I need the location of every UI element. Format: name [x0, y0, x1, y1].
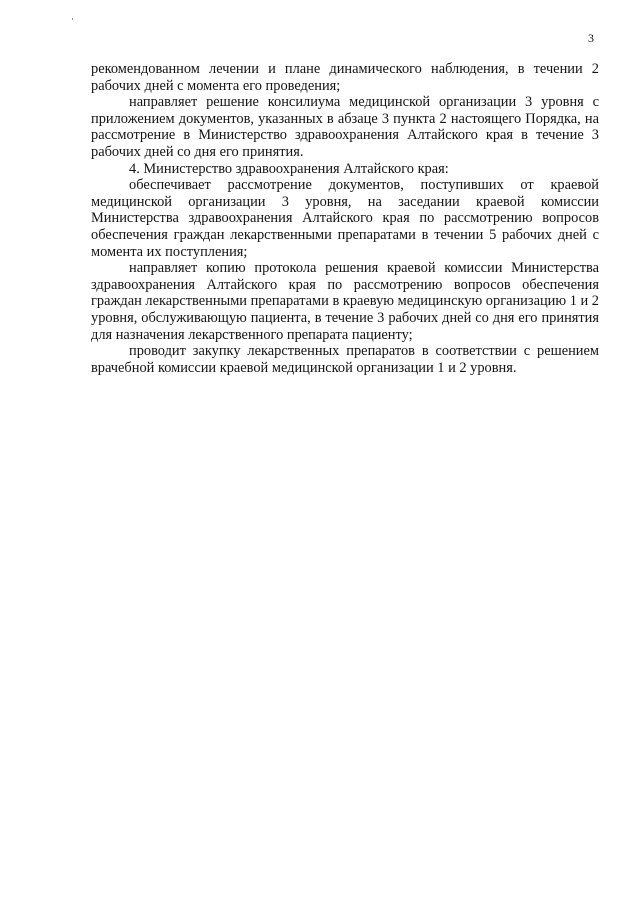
- page-number: 3: [588, 31, 594, 45]
- paragraph-procurement: проводит закупку лекарственных препаратов в соответствии с решением врачебной комиссии краевой медицинской организации 1 и 2 уровня.: [91, 343, 599, 376]
- paragraph-send-consilium-decision: направляет решение консилиума медицинской организации 3 уровня с приложением документов, указанных в абзаце 3 пункта 2 настоящего Порядка, на рассмотрение в Министерство здравоохранения Алтайского края в течение 3 рабочих дней со дня его принятия.: [91, 94, 599, 160]
- paragraph-send-protocol-copy: направляет копию протокола решения краевой комиссии Министерства здравоохранения Алтайского края по рассмотрению вопросов обеспечения граждан лекарственными препаратами в краевую медицинскую организацию 1 и 2 уровня, обслуживающую пациента, в течение 3 рабочих дней со дня его принятия для назначения лекарственного препарата пациенту;: [91, 260, 599, 343]
- paragraph-section-4-heading: 4. Министерство здравоохранения Алтайского края:: [129, 160, 449, 177]
- document-body: [91, 61, 599, 376]
- paragraph-continuation: рекомендованном лечении и плане динамического наблюдения, в течении 2 рабочих дней с момента его проведения;: [91, 61, 599, 94]
- paragraph-ensure-review: обеспечивает рассмотрение документов, поступивших от краевой медицинской организации 3 уровня, на заседании краевой комиссии Министерства здравоохранения Алтайского края по рассмотрению вопросов обеспечения граждан лекарственными препаратами в течении 5 рабочих дней с момента их поступления;: [91, 177, 599, 260]
- scan-speck: [72, 18, 73, 20]
